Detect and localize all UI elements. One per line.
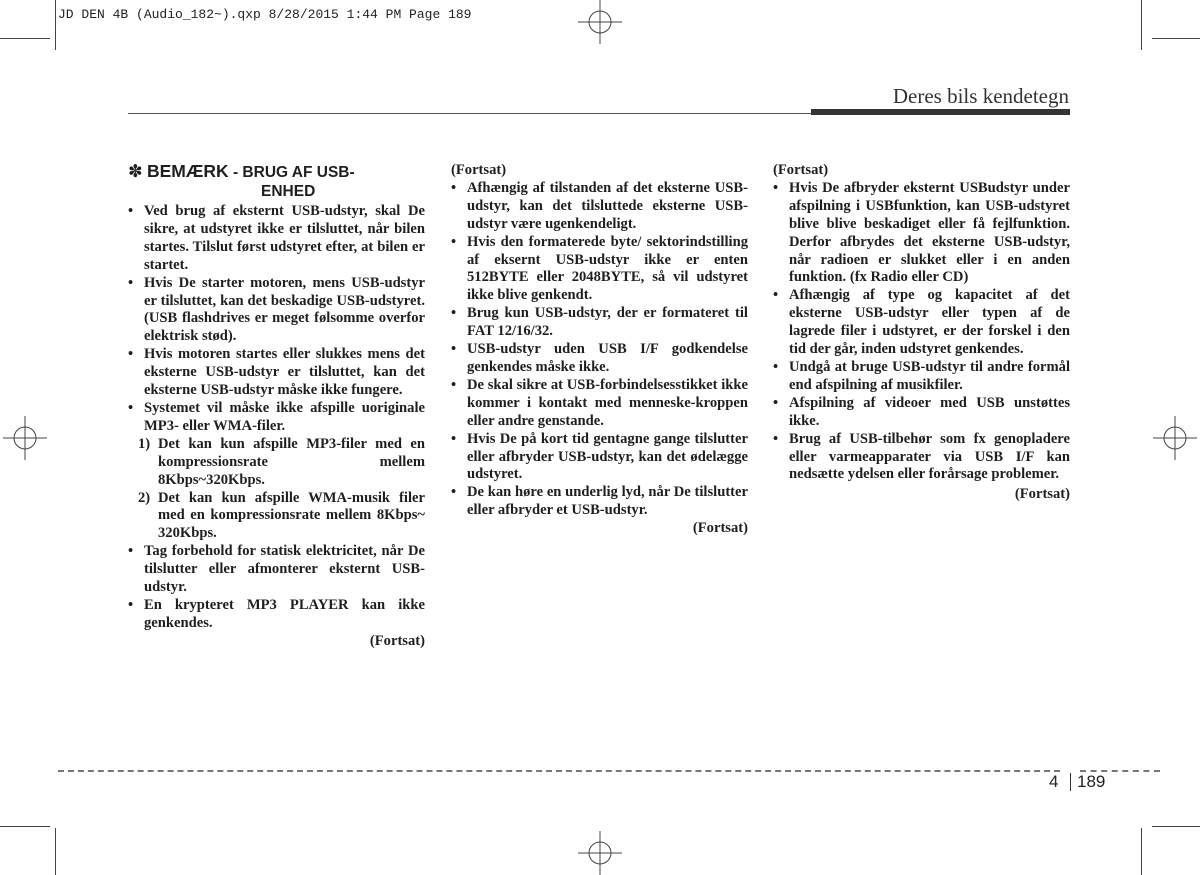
list-item-text: Brug af USB-tilbehør som fx genopladere eller varmeapparater via USB I/F kan nedsætte ydelsen eller forårsage problemer. bbox=[789, 430, 1070, 483]
continued-heading: (Fortsat) bbox=[451, 162, 507, 178]
crop-mark bbox=[1141, 828, 1142, 875]
continued-label: (Fortsat) bbox=[692, 520, 748, 537]
column-2 bbox=[451, 162, 748, 538]
list-item-text: Hvis De på kort tid gentagne gange tilslutter eller afbryder USB-udstyr, kan det ødelægge udstyret. bbox=[467, 430, 748, 483]
list-item-text: Hvis motoren startes eller slukkes mens det eksterne USB-udstyr er tilsluttet, kan det eksterne USB-udstyr måske ikke fungere. bbox=[144, 346, 425, 399]
list-item-text: Hvis De afbryder eksternt USBudstyr under afspilning i USBfunktion, kan USB-udstyret blive blive beskadiget eller få fejlfunktion. Derfor afbrydes det eksterne USB-udstyr, når radioen er slukket eller i en anden funktion. (fx Radio eller CD) bbox=[789, 179, 1070, 286]
header-rule-thick bbox=[811, 109, 1070, 115]
list-item-text: En krypteret MP3 PLAYER kan ikke genkendes. bbox=[144, 596, 425, 631]
sub-list-item-text: Det kan kun afspille WMA-musik filer med en kompressionsrate mellem 8Kbps~ 320Kbps. bbox=[158, 489, 425, 542]
list-item: • USB-udstyr uden USB I/F godkendelse genkendes måske ikke. bbox=[451, 341, 748, 375]
footer-dashed-rule bbox=[58, 770, 1060, 772]
note-label: BEMÆRK bbox=[146, 161, 229, 181]
print-slug: JD DEN 4B (Audio_182~).qxp 8/28/2015 1:44 PM Page 189 bbox=[58, 7, 472, 22]
list-item-text: Hvis den formaterede byte/ sektorindstilling af eksernt USB-udstyr ikke er enten 512BYTE eller 2048BYTE, så vil udstyret ikke blive genkendt. bbox=[467, 233, 748, 304]
registration-mark-icon bbox=[1153, 416, 1197, 460]
crop-mark bbox=[55, 0, 56, 50]
list-item-text: Afhængig af tilstanden af det eksterne USB-udstyr, kan det tilsluttede eksterne USB-udstyr være ugenkendeligt. bbox=[467, 179, 748, 232]
section-header-title: Deres bils kendetegn bbox=[892, 84, 1069, 108]
note-subtitle: - BRUG AF USB- bbox=[228, 164, 355, 181]
crop-mark bbox=[1152, 826, 1200, 827]
list-item: • Undgå at bruge USB-udstyr til andre formål end afspilning af musikfiler. bbox=[773, 358, 1070, 393]
list-item-text: Afspilning af videoer med USB unstøttes ikke. bbox=[789, 394, 1070, 429]
list-item: • Afhængig af tilstanden af det eksterne USB-udstyr, kan det tilsluttede eksterne USB-udstyr være ugenkendeligt. bbox=[451, 179, 748, 232]
list-item: • Systemet vil måske ikke afspille uoriginale MP3- eller WMA-filer. bbox=[128, 399, 425, 434]
page-number-separator bbox=[1070, 773, 1071, 791]
list-item-text: Afhængig af type og kapacitet af det eksterne USB-udstyr eller typen af de lagrede filer i udstyret, er der forskel i den tid der går, inden udstyret genkendes. bbox=[789, 287, 1070, 358]
list-item-text: Undgå at bruge USB-udstyr til andre formål end afspilning af musikfiler. bbox=[789, 358, 1070, 393]
list-item-text: Systemet vil måske ikke afspille uoriginale MP3- eller WMA-filer. bbox=[144, 399, 425, 434]
list-item: • Hvis De på kort tid gentagne gange tilslutter eller afbryder USB-udstyr, kan det ødelægge udstyret. bbox=[451, 430, 748, 483]
continued-label: (Fortsat) bbox=[369, 632, 425, 649]
registration-mark-icon bbox=[3, 416, 47, 460]
list-item: • De kan høre en underlig lyd, når De tilslutter eller afbryder et USB-udstyr. bbox=[451, 484, 748, 519]
list-item: • De skal sikre at USB-forbindelsesstikket ikke kommer i kontakt med menneske-kroppen eller andre genstande. bbox=[451, 376, 748, 429]
note-symbol-icon: ✽ bbox=[128, 161, 143, 181]
page-number: 189 bbox=[1077, 772, 1106, 791]
list-item: • Hvis motoren startes eller slukkes mens det eksterne USB-udstyr er tilsluttet, kan det eksterne USB-udstyr måske ikke fungere. bbox=[128, 346, 425, 399]
list-item: • Hvis den formaterede byte/ sektorindstilling af eksernt USB-udstyr ikke er enten 512BYTE eller 2048BYTE, så vil udstyret ikke blive genkendt. bbox=[451, 233, 748, 304]
list-item-text: De kan høre en underlig lyd, når De tilslutter eller afbryder et USB-udstyr. bbox=[467, 484, 748, 519]
note-heading bbox=[128, 162, 425, 201]
list-item: • Afhængig af type og kapacitet af det eksterne USB-udstyr eller typen af de lagrede filer i udstyret, er der forskel i den tid der går, inden udstyret genkendes. bbox=[773, 287, 1070, 358]
sub-list-item: 2) Det kan kun afspille WMA-musik filer med en kompressionsrate mellem 8Kbps~ 320Kbps. bbox=[138, 489, 425, 542]
list-item-text: Ved brug af eksternt USB-udstyr, skal De sikre, at udstyret ikke er tilsluttet, når bilen startes. Tilslut først udstyret efter, at bilen er startet. bbox=[144, 203, 425, 273]
list-item-text: USB-udstyr uden USB I/F godkendelse genkendes måske ikke. bbox=[467, 341, 748, 375]
chapter-number: 4 bbox=[1049, 772, 1059, 791]
list-item: • Tag forbehold for statisk elektricitet, når De tilslutter eller afmonterer eksternt USB-udstyr. bbox=[128, 543, 425, 596]
sub-list-item-text: Det kan kun afspille MP3-filer med en kompressionsrate mellem 8Kbps~320Kbps. bbox=[158, 435, 425, 488]
crop-mark bbox=[1152, 38, 1200, 39]
list-item-text: De skal sikre at USB-forbindelsesstikket ikke kommer i kontakt med menneske-kroppen eller andre genstande. bbox=[467, 376, 748, 429]
crop-mark bbox=[0, 38, 50, 39]
registration-mark-icon bbox=[578, 0, 622, 44]
column-1 bbox=[128, 162, 425, 651]
column-3 bbox=[773, 162, 1070, 504]
registration-mark-icon bbox=[578, 831, 622, 875]
list-item: • Brug kun USB-udstyr, der er formateret til FAT 12/16/32. bbox=[451, 305, 748, 340]
list-item: • Afspilning af videoer med USB unstøttes ikke. bbox=[773, 394, 1070, 429]
continued-heading: (Fortsat) bbox=[773, 162, 829, 178]
note-subtitle-line2: ENHED bbox=[261, 183, 316, 200]
list-item: • En krypteret MP3 PLAYER kan ikke genkendes. bbox=[128, 596, 425, 631]
crop-mark bbox=[1141, 0, 1142, 50]
list-item: • Brug af USB-tilbehør som fx genopladere eller varmeapparater via USB I/F kan nedsætte ydelsen eller forårsage problemer. bbox=[773, 430, 1070, 483]
list-item-text: Tag forbehold for statisk elektricitet, når De tilslutter eller afmonterer eksternt USB-udstyr. bbox=[144, 543, 425, 596]
list-item-text: Brug kun USB-udstyr, der er formateret til FAT 12/16/32. bbox=[467, 305, 748, 340]
list-item: • Hvis De afbryder eksternt USBudstyr under afspilning i USBfunktion, kan USB-udstyret blive blive beskadiget eller få fejlfunktion. Derfor afbrydes det eksterne USB-udstyr, når radioen er slukket eller i en anden funktion. (fx Radio eller CD) bbox=[773, 179, 1070, 286]
list-item: • Hvis De starter motoren, mens USB-udstyr er tilsluttet, kan det beskadige USB-udstyret. (USB flashdrives er meget følsomme overfor elektrisk stød). bbox=[128, 274, 425, 345]
list-item-text: Hvis De starter motoren, mens USB-udstyr er tilsluttet, kan det beskadige USB-udstyret. (USB flashdrives er meget følsomme overfor elektrisk stød). bbox=[144, 274, 425, 345]
sub-list-item: 1) Det kan kun afspille MP3-filer med en kompressionsrate mellem 8Kbps~320Kbps. bbox=[138, 435, 425, 488]
crop-mark bbox=[0, 826, 50, 827]
continued-label: (Fortsat) bbox=[1014, 486, 1070, 503]
crop-mark bbox=[55, 828, 56, 875]
header-rule bbox=[128, 113, 811, 114]
list-item: • Ved brug af eksternt USB-udstyr, skal De sikre, at udstyret ikke er tilsluttet, når bilen startes. Tilslut først udstyret efter, at bilen er startet. bbox=[128, 203, 425, 273]
